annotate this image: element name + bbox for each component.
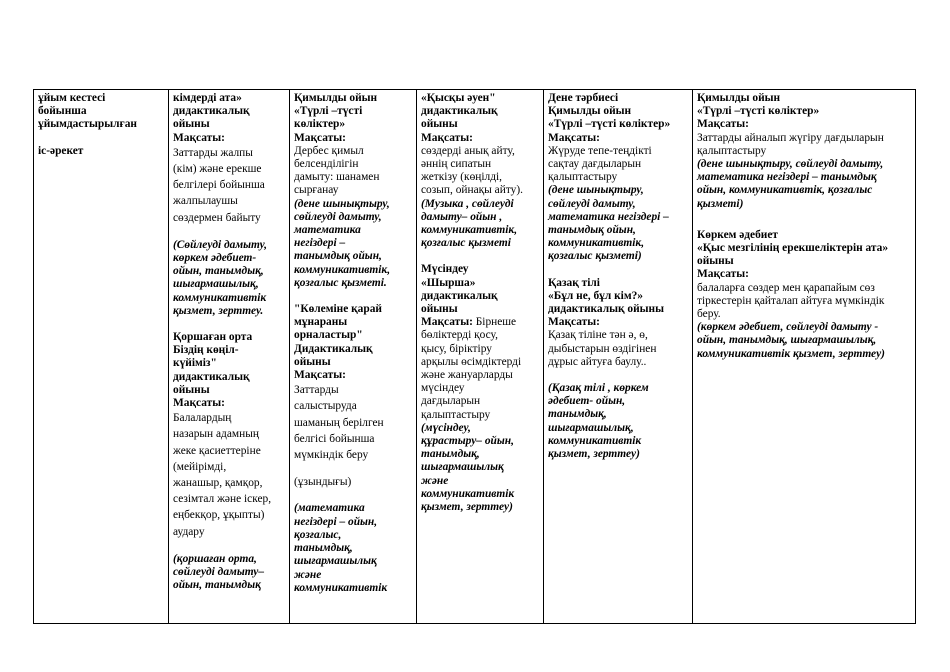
game-note: (ұзындығы)	[294, 476, 352, 489]
section-aim: Жүруде тепе-теңдікті сақтау дағдыларын қалыптастыру	[548, 144, 652, 184]
game-areas: (дене шынықтыру, сөйлеуді дамыту, математика негіздері – танымдық ойын, коммуникативтік, қозғалыс қызметі.	[294, 197, 391, 289]
section-areas: (Қазақ тілі , көркем әдебиет- ойын, танымдық, шығармашылық, коммуникативтік қызмет, зерттеу)	[548, 382, 649, 461]
section-areas: (дене шынықтыру, сөйлеуді дамыту, математика негіздері – танымдық ойын, коммуникативтік, қозғалыс қызметі)	[548, 184, 669, 263]
row-header-title: ұйым кестесі бойынша ұйымдастырылған	[38, 92, 137, 131]
section-aim-line	[421, 316, 540, 329]
column-friday	[693, 90, 915, 623]
section-areas: (көркем әдебиет, сөйлеуді дамыту - ойын, танымдық, шығармашылық, коммуникативтік қызмет, зерттеу)	[697, 321, 885, 360]
aim-label: Мақсаты:	[548, 131, 600, 144]
section-areas: (мүсіндеу, құрастыру– ойын, танымдық, шығармашылық және коммуникативтік қызмет, зерттеу)	[421, 421, 515, 514]
aim-label: Мақсаты:	[421, 316, 473, 329]
section-aim: балаларға сөздер мен қарапайым сөз тіркестерін қайталап айтуға мүмкіндік беру.	[697, 281, 885, 321]
aim-label: Мақсаты:	[294, 131, 346, 144]
aim-label: Мақсаты:	[697, 118, 749, 131]
game-areas: (дене шынықтыру, сөйлеуді дамыту, математика негіздері – танымдық ойын, коммуникативтік, қозғалыс қызметі)	[697, 158, 884, 210]
column-wednesday	[417, 90, 544, 623]
column-tuesday	[290, 90, 417, 623]
section-title: Қазақ тілі «Бұл не, бұл кім?» дидактикалық ойыны	[548, 276, 664, 316]
game-title: Қимылды ойын «Түрлі –түсті көліктер»	[697, 92, 820, 118]
schedule-table	[33, 89, 916, 624]
section-areas: (қоршаған орта, сөйлеуді дамыту– ойын, танымдық	[173, 552, 265, 592]
row-header-activity: іс-әрекет	[38, 144, 84, 157]
column-thursday	[544, 90, 693, 623]
section-title: Дене тәрбиесі Қимылды ойын «Түрлі –түсті көліктер»	[548, 92, 671, 131]
game-aim: Дербес қимыл белсенділігін дамыту: шанамен сырғанау	[294, 144, 380, 197]
section-aim-first: Бірнеше	[472, 316, 517, 329]
game-aim: Заттарды салыстыруда шаманың берілген белгісі бойынша мүмкіндік беру	[294, 384, 384, 462]
game-areas: (Музыка , сөйлеуді дамыту– ойын , коммуникативтік, қозғалыс қызметі	[421, 197, 518, 250]
game-aim: сөздерді анық айту, әннің сипатын жеткізу (көңілді, созып, ойнақы айту).	[421, 144, 523, 197]
column-activity-type	[34, 90, 169, 623]
aim-label: Мақсаты:	[173, 131, 225, 144]
game-title: «Қысқы әуен" дидактикалық ойыны	[421, 92, 498, 131]
aim-label: Мақсаты:	[173, 397, 225, 410]
column-monday	[169, 90, 290, 623]
section-title: Мүсіндеу «Шырша» дидактикалық ойыны	[421, 263, 498, 316]
game-areas: (Сөйлеуді дамыту, көркем әдебиет- ойын, танымдық, шығармашылық, коммуникативтік қызмет, зерттеу.	[173, 238, 267, 317]
aim-label: Мақсаты:	[421, 131, 473, 144]
section-aim: бөліктерді қосу, қысу, біріктіру арқылы өсімдіктерді және жануарларды мүсіндеу дағдыларын қалыптастыру	[421, 329, 522, 421]
aim-label: Мақсаты:	[697, 268, 749, 281]
game-areas: (математика негіздері – ойын, қозғалыс, танымдық, шығармашылық және коммуникативтік	[294, 502, 388, 594]
game-aim: Заттарды жалпы (кім) және ерекше белгілері бойынша жалпылаушы сөздермен байыту	[173, 146, 265, 224]
game-title: Қимылды ойын «Түрлі –түсті көліктер»	[294, 92, 378, 131]
section-aim: Балалардың назарын адамның жеке қасиеттеріне (мейірімді, жанашыр, қамқор, сезімтал және іскер, еңбекқор, ұқыпты) аудару	[173, 412, 272, 538]
section-title: Көркем әдебиет «Қыс мезгілінің ерекшеліктерін ата» ойыны	[697, 228, 889, 268]
aim-label: Мақсаты:	[294, 369, 346, 382]
game-title: кімдерді ата» дидактикалық ойыны	[173, 92, 250, 131]
game-aim: Заттарды айналып жүгіру дағдыларын қалыптастыру	[697, 131, 884, 157]
section-title: Қоршаған орта Біздің көңіл- күйіміз" дидактикалық ойыны	[173, 331, 253, 396]
game-title: "Көлеміне қарай мұнараны орналастыр" Дидактикалық ойыны	[294, 303, 382, 368]
aim-label: Мақсаты:	[548, 316, 600, 329]
section-aim: Қазақ тіліне тән ә, ө, дыбыстарын өздігінен дұрыс айтуға баулу..	[548, 329, 657, 368]
